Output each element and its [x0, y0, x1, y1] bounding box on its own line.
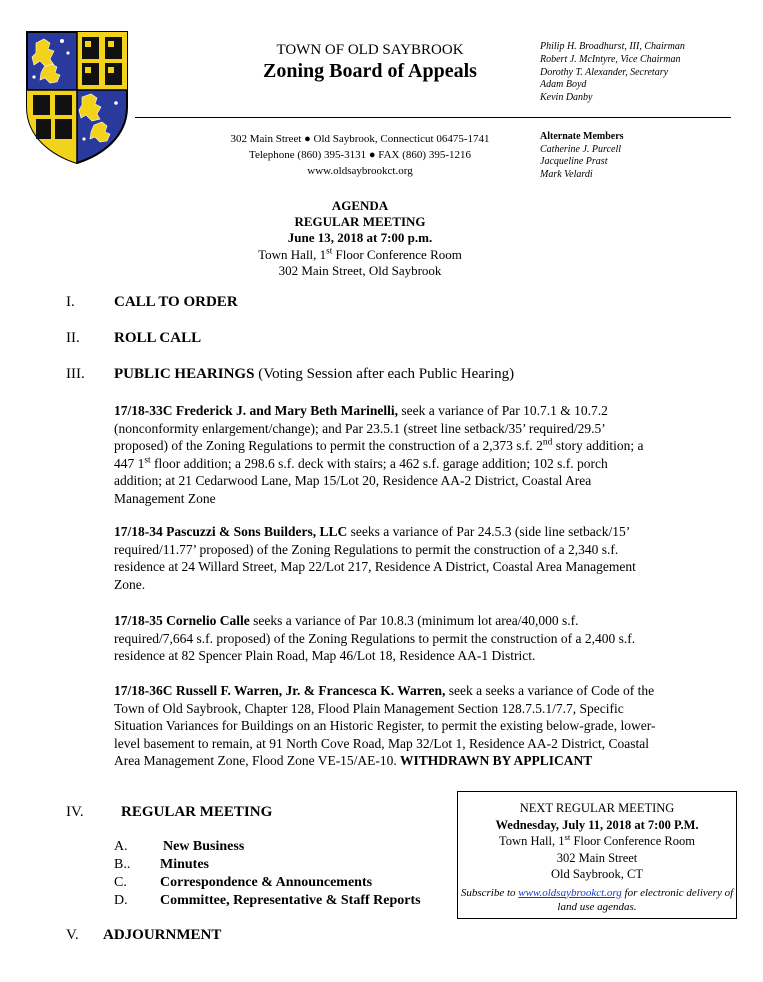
website: www.oldsaybrookct.org — [307, 165, 413, 177]
subitem-label: Correspondence & Announcements — [160, 875, 373, 890]
member-name: Robert J. McIntyre, Vice Chairman — [540, 53, 681, 65]
hearing-item: 17/18-33C Frederick J. and Mary Beth Marinelli, seek a variance of Par 10.7.1 & 10.7.2 (nonconformity enlargement/change); and Par 23.5.1 (street line setback/35’ required/29.5’ proposed) of the Zoning Regulations to permit the construction of a 2,373 s.f. 2nd story addition; a 447 1st floor addition; a 298.6 s.f. deck with stairs; a 462 s.f. garage addition; 102 s.f. porch addition; at 21 Cedarwood Lane, Map 15/Lot 20, Residence AA-2 District, Coastal Area Management Zone — [114, 403, 644, 506]
subscribe-note: Subscribe to www.oldsaybrookct.org for electronic delivery of land use agendas. — [460, 886, 734, 913]
board-name: Zoning Board of Appeals — [263, 60, 477, 82]
board-members-list — [540, 41, 755, 105]
hearing-item: 17/18-34 Pascuzzi & Sons Builders, LLC seeks a variance of Par 24.5.3 (side line setback/15’ required/11.77’ proposed) of the Zoning Regulations to permit the construction of a 2,340 s.f. residence at 24 Willard Street, Map 22/Lot 217, Residence A District, Coastal Area Management Zone. — [114, 524, 636, 592]
next-meeting-room: Town Hall, 1st Floor Conference Room — [499, 831, 695, 848]
section-note: (Voting Session after each Public Hearing) — [254, 366, 515, 382]
subitem-label: New Business — [163, 839, 245, 854]
office-address: 302 Main Street ● Old Saybrook, Connecticut 06475-1741 — [230, 133, 490, 145]
alternate-name: Mark Velardi — [540, 168, 593, 180]
next-meeting-date: Wednesday, July 11, 2018 at 7:00 P.M. — [495, 817, 699, 832]
meeting-date: June 13, 2018 at 7:00 p.m. — [287, 230, 433, 246]
agenda-title: AGENDA — [331, 198, 389, 213]
meeting-address: 302 Main Street, Old Saybrook — [278, 262, 442, 278]
phone-fax: Telephone (860) 395-3131 ● FAX (860) 395-1216 — [249, 149, 471, 161]
section-number: V. — [66, 927, 79, 943]
hearing-item: 17/18-35 Cornelio Calle seeks a variance of Par 10.8.3 (minimum lot area/40,000 s.f. required/7,664 s.f. proposed) of the Zoning Regulations to permit the construction of a 2,400 s.f. residence at 82 Spencer Plain Road, Map 46/Lot 18, Residence AA-1 District. — [114, 613, 636, 663]
meeting-room: Town Hall, 1st Floor Conference Room — [258, 245, 462, 262]
next-meeting-box — [457, 791, 737, 919]
header-divider — [135, 117, 731, 118]
next-meeting-title: NEXT REGULAR MEETING — [519, 801, 675, 815]
hearing-item: 17/18-36C Russell F. Warren, Jr. & Francesca K. Warren, seek a seeks a variance of Code of the Town of Old Saybrook, Chapter 128, Flood Plain Management Section 128.7.5.1/7.7, Specific Situation Variances for Buildings on an Historic Register, to permit the existing below-grade, lower-level basement to remain, at 91 North Cove Road, Map 32/Lot 1, Residence AA-2 District, Coastal Area Management Zone, Flood Zone VE-15/AE-10. WITHDRAWN BY APPLICANT — [114, 683, 656, 768]
member-name: Philip H. Broadhurst, III, Chairman — [540, 41, 685, 52]
section-title: CALL TO ORDER — [114, 294, 238, 310]
hearing-heading: 17/18-36C Russell F. Warren, Jr. & Francesca K. Warren, — [114, 683, 446, 698]
member-name: Dorothy T. Alexander, Secretary — [540, 66, 669, 78]
member-name: Adam Boyd — [540, 79, 587, 91]
section-number: II. — [66, 330, 80, 346]
section-title: ROLL CALL — [114, 330, 202, 346]
agenda-header — [190, 198, 530, 279]
meeting-type: REGULAR MEETING — [294, 214, 426, 230]
hearing-heading: 17/18-35 Cornelio Calle — [114, 613, 250, 628]
section-number: I. — [66, 294, 75, 310]
next-meeting-city: Old Saybrook, CT — [550, 867, 643, 881]
hearing-heading: 17/18-34 Pascuzzi & Sons Builders, LLC — [114, 524, 348, 539]
section-title: ADJOURNMENT — [103, 927, 222, 943]
alternate-name: Catherine J. Purcell — [540, 143, 621, 155]
section-title: PUBLIC HEARINGS — [114, 366, 255, 382]
section-number: IV. — [66, 804, 84, 820]
subscribe-link[interactable]: www.oldsaybrookct.org — [518, 886, 622, 899]
alternate-name: Jacqueline Prast — [540, 156, 608, 168]
subitem-label: Committee, Representative & Staff Reports — [160, 893, 421, 908]
hearing-heading: 17/18-33C Frederick J. and Mary Beth Marinelli, — [114, 403, 398, 418]
alternates-heading: Alternate Members — [540, 131, 624, 142]
contact-info — [190, 131, 530, 179]
withdrawn-notice: WITHDRAWN BY APPLICANT — [396, 753, 593, 768]
town-name: TOWN OF OLD SAYBROOK — [276, 42, 464, 58]
next-meeting-street: 302 Main Street — [556, 850, 638, 865]
section-title: REGULAR MEETING — [121, 804, 273, 820]
subitem-label: Minutes — [160, 857, 209, 872]
town-crest-logo — [24, 29, 130, 165]
alternate-members — [540, 131, 755, 181]
section-number: III. — [66, 366, 85, 382]
member-name: Kevin Danby — [540, 92, 593, 104]
